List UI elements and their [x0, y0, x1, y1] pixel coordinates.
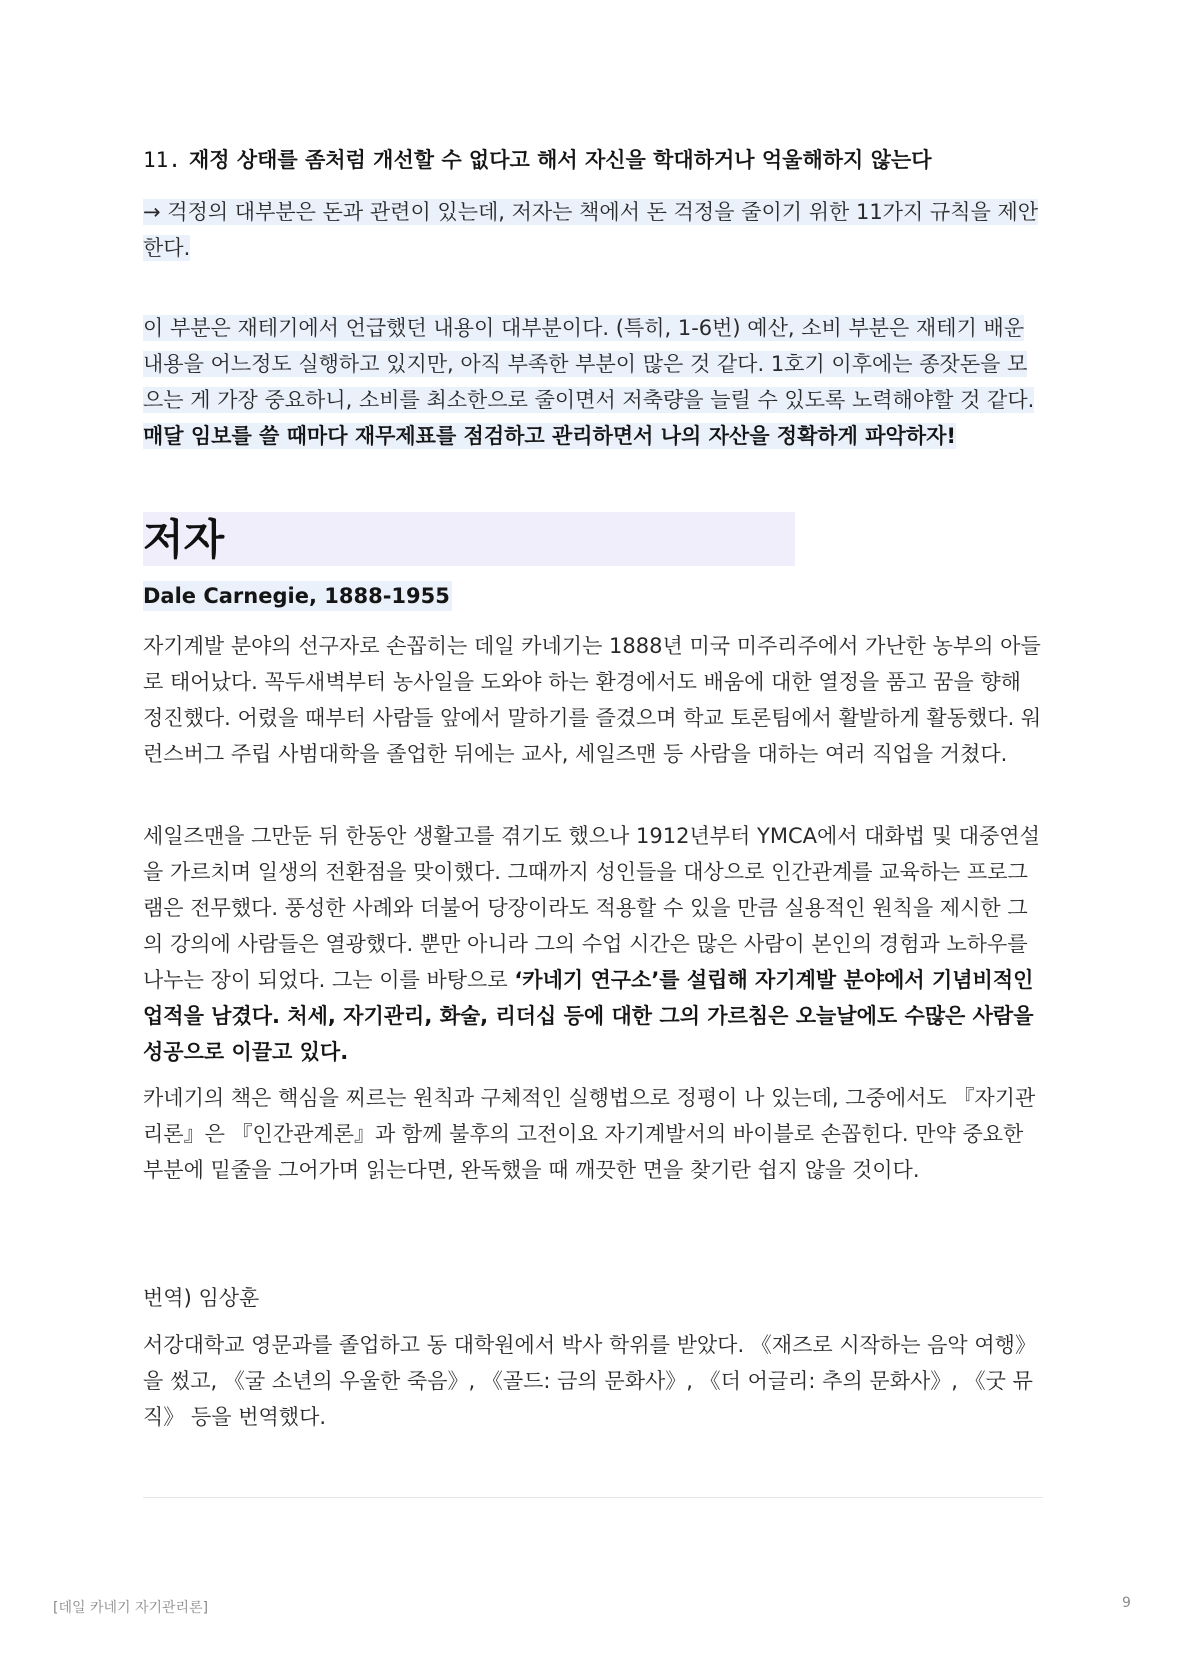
item-heading — [143, 145, 1043, 175]
item-title: 재정 상태를 좀처럼 개선할 수 없다고 해서 자신을 학대하거나 억울해하지 않는다 — [188, 148, 932, 172]
divider — [143, 1497, 1043, 1498]
summary-plain: 이 부분은 재테기에서 언급했던 내용이 대부분이다. (특히, 1-6번) 예산, 소비 부분은 재테기 배운 내용을 어느정도 실행하고 있지만, 아직 부족한 부분이 많은 것 같다. 1호기 이후에는 종잣돈을 모으는 게 가장 중요하니, 소비를 최소한으로 줄이면서 저축량을 늘릴 수 있도록 노력해야할 것 같다. — [143, 316, 1035, 412]
author-bio-2 — [143, 818, 1043, 1070]
author-bio-3: 카네기의 책은 핵심을 찌르는 원칙과 구체적인 실행법으로 정평이 나 있는데, 그중에서도 『자기관리론』은 『인간관계론』과 함께 불후의 고전이요 자기계발서의 바이블로 손꼽힌다. 만약 중요한 부분에 밑줄을 그어가며 읽는다면, 완독했을 때 깨끗한 면을 찾기란 쉽지 않을 것이다. — [143, 1086, 1036, 1182]
author-bio-2-bold: ‘카네기 연구소’를 설립해 자기계발 분야에서 기념비적인 업적을 남겼다. 처세, 자기관리, 화술, 리더십 등에 대한 그의 가르침은 오늘날에도 수많은 사람을 성공으로 이끌고 있다. — [143, 968, 1034, 1064]
footer-doc-title: [데일 카네기 자기관리론] — [53, 1600, 209, 1616]
footer-page-number: 9 — [1122, 1595, 1131, 1611]
section-title-highlight — [143, 512, 795, 566]
author-name: Dale Carnegie, 1888-1955 — [143, 581, 452, 611]
translator-bio: 서강대학교 영문과를 졸업하고 동 대학원에서 박사 학위를 받았다. 《재즈로 시작하는 음악 여행》을 썼고, 《굴 소년의 우울한 죽음》, 《골드: 금의 문화사》, 《더 어글리: 추의 문화사》, 《굿 뮤직》 등을 번역했다. — [143, 1333, 1036, 1429]
summary-bold: 매달 임보를 쓸 때마다 재무제표를 점검하고 관리하면서 나의 자산을 정확하게 파악하자! — [143, 424, 956, 448]
summary-text — [143, 315, 1034, 449]
summary-paragraph — [143, 310, 1043, 454]
arrow-note — [143, 194, 1043, 266]
author-bio-1: 자기계발 분야의 선구자로 손꼽히는 데일 카네기는 1888년 미국 미주리주에서 가난한 농부의 아들로 태어났다. 꼭두새벽부터 농사일을 도와야 하는 환경에서도 배움에 대한 열정을 품고 꿈을 향해 정진했다. 어렸을 때부터 사람들 앞에서 말하기를 즐겼으며 학교 토론팀에서 활발하게 활동했다. 워런스버그 주립 사범대학을 졸업한 뒤에는 교사, 세일즈맨 등 사람을 대하는 여러 직업을 거쳤다. — [143, 634, 1042, 766]
section-title: 저자 — [143, 515, 225, 564]
arrow-note-text: → 걱정의 대부분은 돈과 관련이 있는데, 저자는 책에서 돈 걱정을 줄이기 위한 11가지 규칙을 제안한다. — [143, 200, 1039, 260]
author-bio-2-text: 세일즈맨을 그만둔 뒤 한동안 생활고를 겪기도 했으나 1912년부터 YMCA에서 대화법 및 대중연설을 가르치며 일생의 전환점을 맞이했다. 그때까지 성인들을 대상으로 인간관계를 교육하는 프로그램은 전무했다. 풍성한 사례와 더불어 당장이라도 적용할 수 있을 만큼 실용적인 원칙을 제시한 그의 강의에 사람들은 열광했다. 뿐만 아니라 그의 수업 시간은 많은 사람이 본인의 경험과 노하우를 나누는 장이 되었다. 그는 이를 바탕으로 — [143, 824, 1040, 992]
translator-label: 번역) 임상훈 — [143, 1286, 260, 1310]
item-number: 11. — [143, 148, 181, 172]
